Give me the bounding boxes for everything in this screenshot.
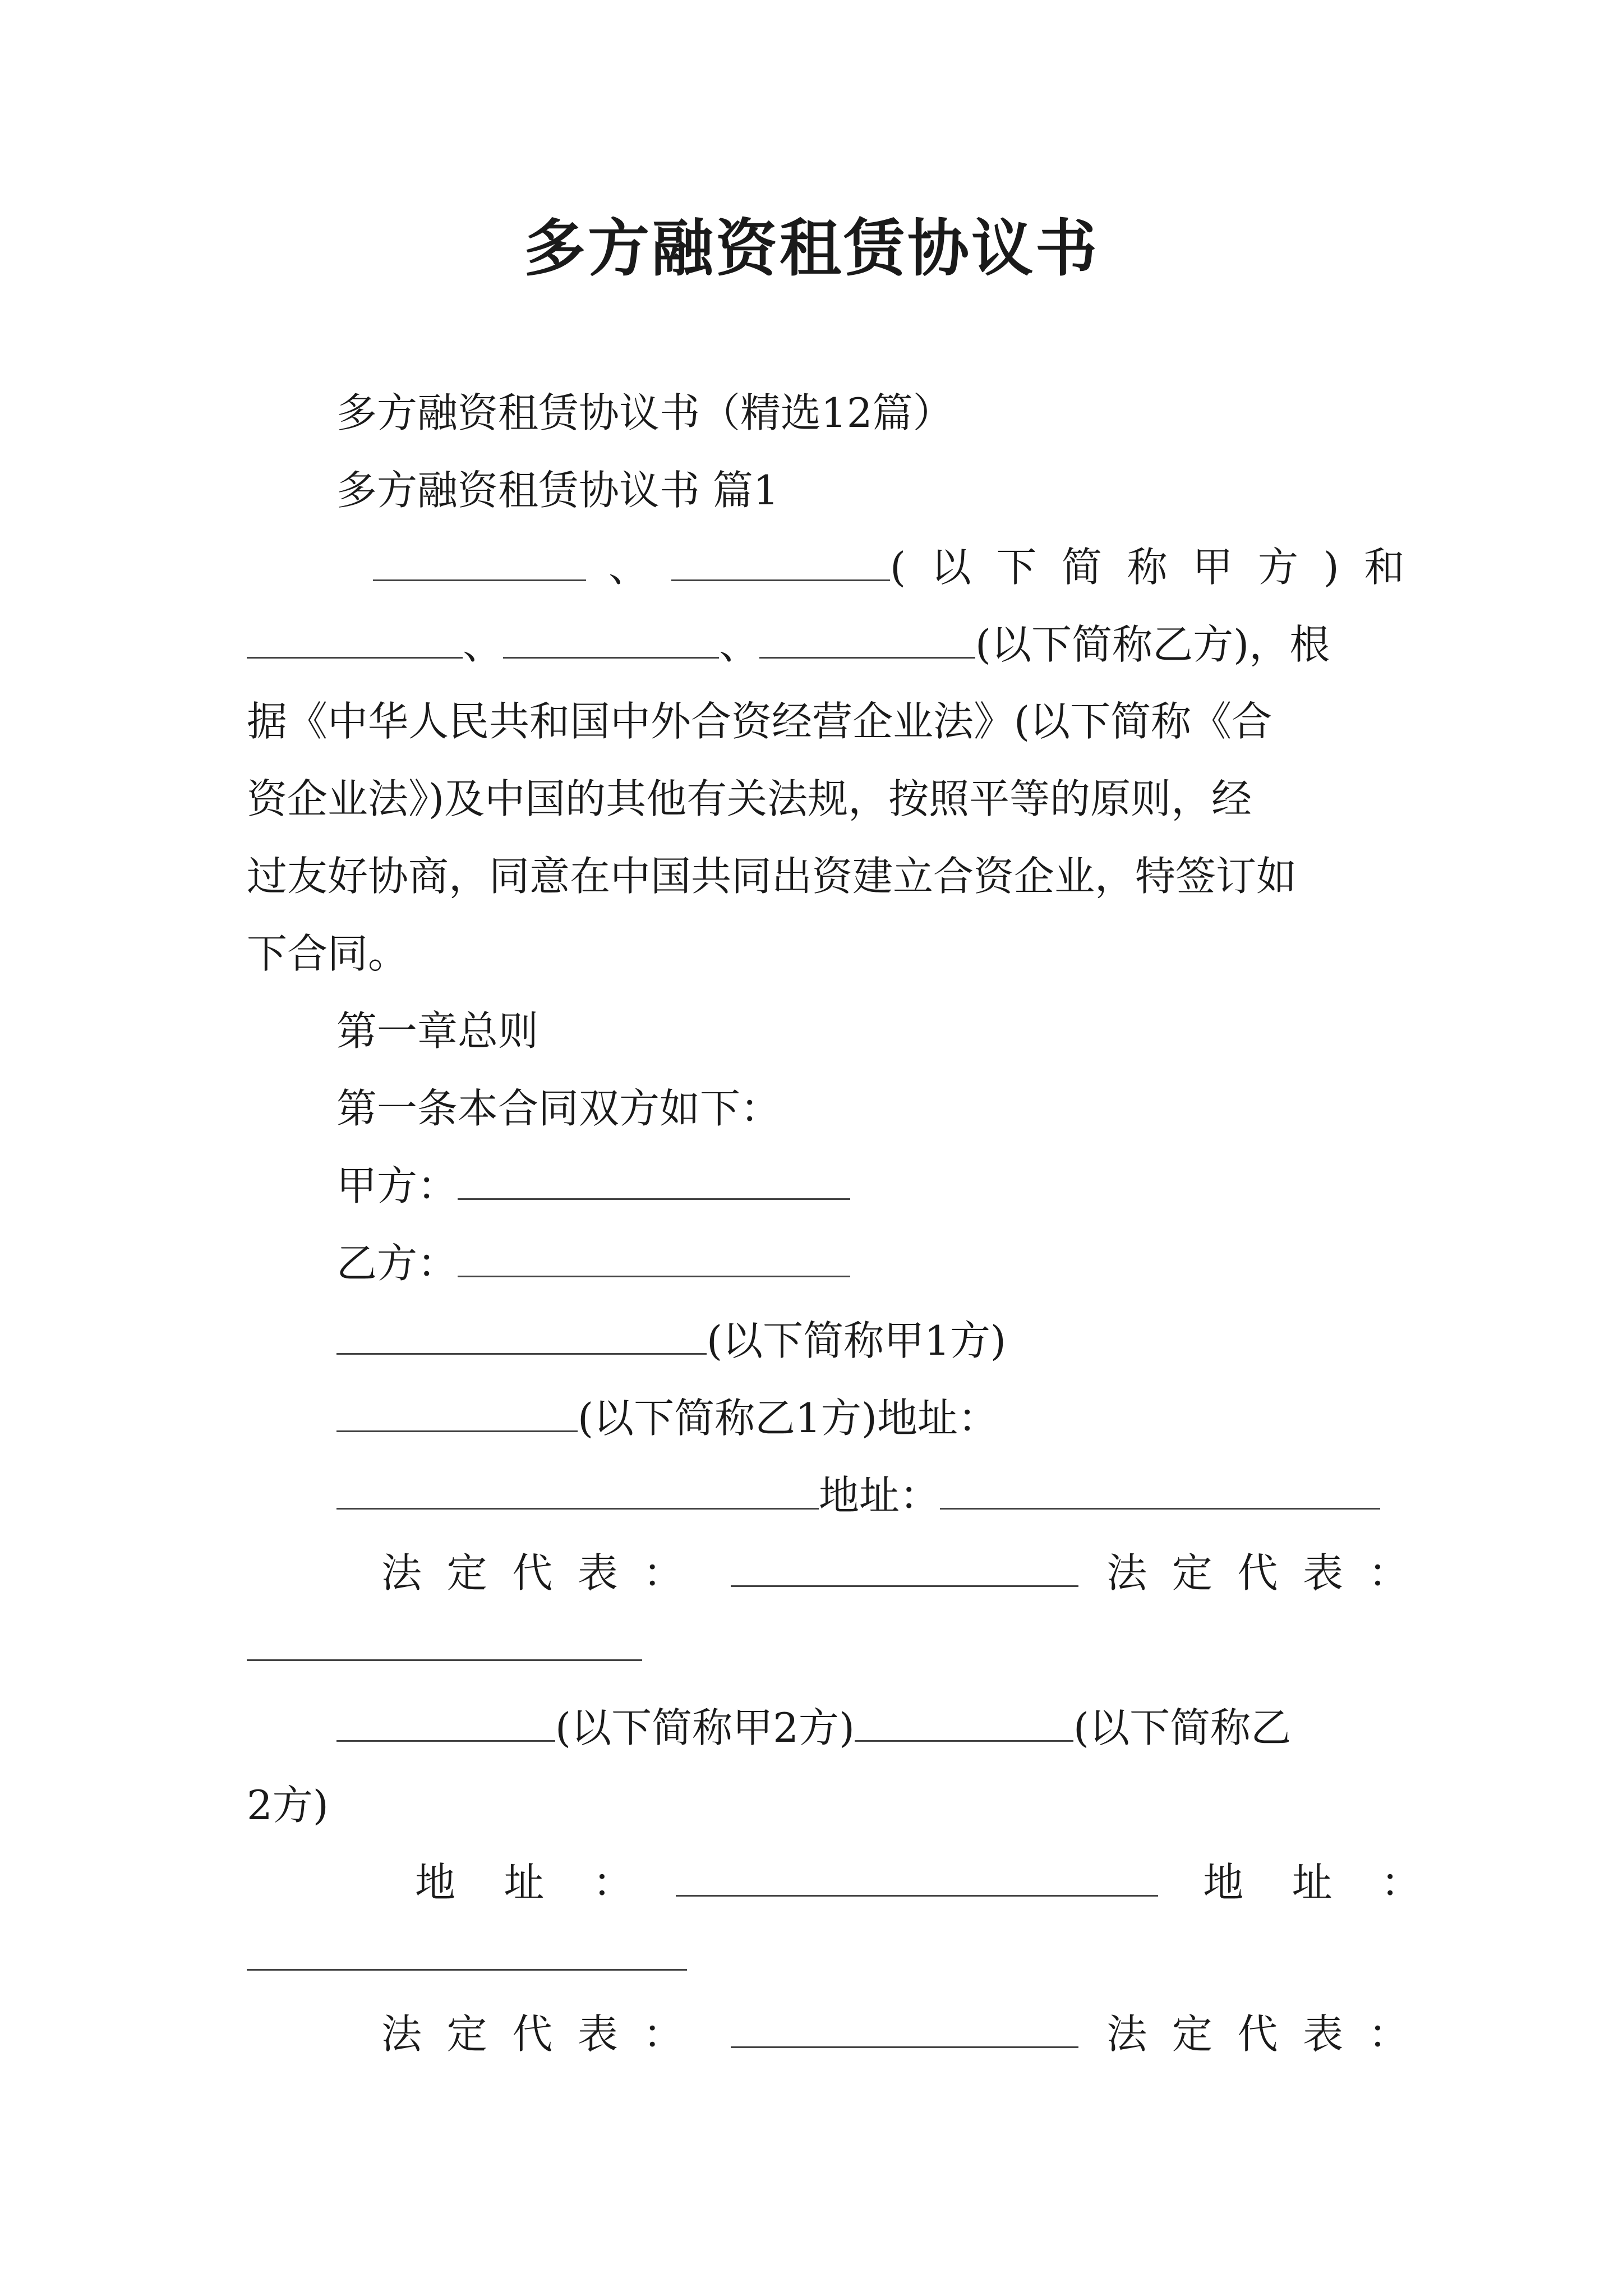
separator: 、	[719, 621, 760, 668]
party-a-label: 甲方：	[336, 1162, 458, 1209]
address-spaced-label: 地址：	[1203, 1859, 1470, 1906]
para1-line2	[247, 621, 1330, 668]
blank-field[interactable]	[671, 579, 890, 581]
party-a-field[interactable]	[458, 1198, 850, 1200]
address-field-2[interactable]	[940, 1508, 1380, 1510]
legal-rep-continuation	[247, 1627, 642, 1667]
legal-rep-field[interactable]	[731, 1585, 1078, 1587]
yi2-field[interactable]	[855, 1740, 1073, 1742]
blank-field[interactable]	[503, 657, 719, 659]
document-title: 多方融资租赁协议书	[524, 212, 1099, 284]
jia2-row	[336, 1704, 1292, 1751]
yi2-text: (以下简称乙	[1073, 1704, 1292, 1751]
address-continuation	[247, 1936, 687, 1977]
blank-field[interactable]	[373, 579, 586, 581]
legal-rep-label: 法定代表：	[1106, 1549, 1434, 1596]
party-a-row	[336, 1162, 850, 1209]
para1-line2-tail: (以下简称乙方)，根	[975, 621, 1330, 668]
jia1-text: (以下简称甲1方)	[707, 1317, 1006, 1364]
legal-rep-label: 法定代表：	[1106, 2010, 1434, 2058]
party-b-label: 乙方：	[336, 1240, 458, 1287]
legal-rep-field[interactable]	[247, 1659, 642, 1661]
section-heading: 多方融资租赁协议书 篇1	[336, 467, 779, 514]
address-spaced-row	[415, 1859, 1470, 1906]
blank-field[interactable]	[247, 657, 463, 659]
para1-line5: 过友好协商，同意在中国共同出资建立合资企业，特签订如	[247, 853, 1297, 900]
document-subtitle: 多方融资租赁协议书（精选12篇）	[336, 389, 953, 436]
para1-line6: 下合同。	[247, 930, 409, 977]
party-b-field[interactable]	[458, 1276, 850, 1277]
jia2-text: (以下简称甲2方)	[555, 1704, 855, 1751]
article-1: 第一条本合同双方如下：	[336, 1085, 781, 1132]
blank-field[interactable]	[759, 657, 975, 659]
address-field[interactable]	[676, 1895, 1158, 1897]
legal-rep-row-2	[381, 2010, 1434, 2058]
address-field-1[interactable]	[336, 1508, 819, 1510]
legal-rep-row	[381, 1549, 1434, 1596]
para1-line3: 据《中华人民共和国中外合资经营企业法》(以下简称《合	[247, 698, 1272, 745]
jia1-field[interactable]	[336, 1353, 707, 1355]
jia2-field[interactable]	[336, 1740, 555, 1742]
address-spaced-label: 地址：	[415, 1859, 682, 1906]
party-b-row	[336, 1240, 850, 1287]
legal-rep-label: 法定代表：	[381, 1549, 709, 1596]
yi1-text: (以下简称乙1方)地址：	[578, 1395, 998, 1442]
para1-line1-tail: (以下简称甲方)和	[890, 544, 1430, 591]
legal-rep-label: 法定代表：	[381, 2010, 709, 2058]
chapter-heading: 第一章总则	[336, 1007, 539, 1055]
yi2-continuation: 2方)	[247, 1782, 329, 1829]
jia1-row	[336, 1317, 1006, 1364]
yi1-row	[336, 1395, 998, 1442]
address-field[interactable]	[247, 1969, 687, 1971]
separator: 、	[608, 544, 649, 591]
separator: 、	[463, 621, 504, 668]
para1-line4: 资企业法》)及中国的其他有关法规，按照平等的原则，经	[247, 775, 1252, 822]
para1-line1	[373, 544, 1430, 591]
address-label: 地址：	[819, 1472, 940, 1519]
legal-rep-field[interactable]	[731, 2046, 1078, 2048]
address-row	[336, 1472, 1380, 1519]
yi1-field[interactable]	[336, 1430, 578, 1432]
